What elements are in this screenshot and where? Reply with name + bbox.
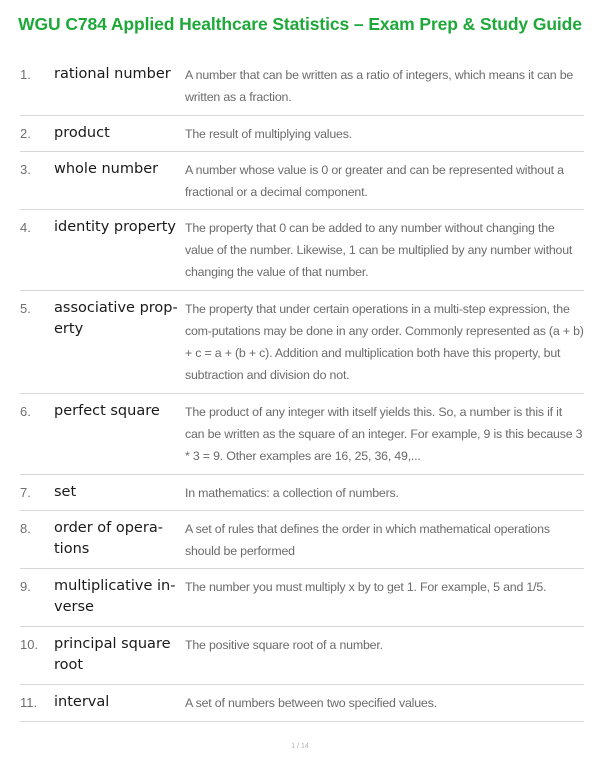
page-title: WGU C784 Applied Healthcare Statistics – Exam Prep & Study Guide — [18, 14, 582, 34]
row-term: identity property — [54, 219, 177, 235]
row-number: 8. — [20, 521, 31, 536]
row-number: 10. — [20, 637, 39, 652]
row-term: whole number — [54, 161, 159, 177]
glossary-row — [20, 210, 584, 291]
row-number: 9. — [20, 579, 31, 594]
glossary-row — [20, 685, 584, 722]
glossary-row — [20, 569, 584, 627]
row-number: 5. — [20, 301, 31, 316]
row-number: 3. — [20, 162, 31, 177]
row-term: associative prop-erty — [54, 300, 178, 337]
glossary-row — [20, 152, 584, 210]
row-term: perfect square — [54, 403, 160, 419]
page-number: 1 / 14 — [291, 743, 309, 750]
row-number: 7. — [20, 485, 31, 500]
row-definition: A number that can be written as a ratio of integers, which means it can be written as a fraction. — [185, 68, 574, 104]
glossary-table — [20, 57, 584, 722]
row-definition: The number you must multiply x by to get 1. For example, 5 and 1/5. — [185, 580, 547, 594]
row-definition: The positive square root of a number. — [185, 638, 383, 652]
glossary-row — [20, 291, 584, 394]
row-term: principal square root — [54, 636, 171, 673]
row-definition: The product of any integer with itself yields this. So, a number is this if it can be written as the square of an integer. For example, 9 is this because 3 * 3 = 9. Other examples are 16, 25, 36, 49,... — [185, 405, 583, 463]
row-definition: A number whose value is 0 or greater and can be represented without a fractional or a decimal component. — [185, 163, 564, 199]
row-number: 2. — [20, 126, 31, 141]
row-term: rational number — [54, 66, 171, 82]
row-definition: The property that 0 can be added to any number without changing the value of the number. Likewise, 1 can be multiplied by any number without changing the value of that number. — [185, 221, 573, 279]
row-definition: A set of rules that defines the order in which mathematical operations should be performed — [185, 522, 550, 558]
row-number: 4. — [20, 220, 31, 235]
row-number: 11. — [20, 695, 38, 710]
glossary-row — [20, 57, 584, 116]
glossary-row — [20, 116, 584, 152]
row-number: 6. — [20, 404, 31, 419]
glossary-row — [20, 511, 584, 569]
row-number: 1. — [20, 67, 31, 82]
glossary-row — [20, 475, 584, 511]
row-definition: The result of multiplying values. — [185, 127, 352, 141]
row-definition: The property that under certain operations in a multi-step expression, the com-putations may be done in any order. Commonly represented as (a + b) + c = a + (b + c). Addition and multiplication both have this property, but subtraction and division do not. — [185, 302, 584, 382]
row-definition: A set of numbers between two specified values. — [185, 696, 437, 710]
row-term: order of opera-tions — [54, 520, 163, 557]
row-term: set — [54, 484, 77, 500]
row-term: product — [54, 125, 110, 141]
glossary-row — [20, 394, 584, 475]
glossary-row — [20, 627, 584, 685]
row-term: multiplicative in-verse — [54, 578, 176, 615]
row-definition: In mathematics: a collection of numbers. — [185, 486, 399, 500]
row-term: interval — [54, 694, 110, 710]
